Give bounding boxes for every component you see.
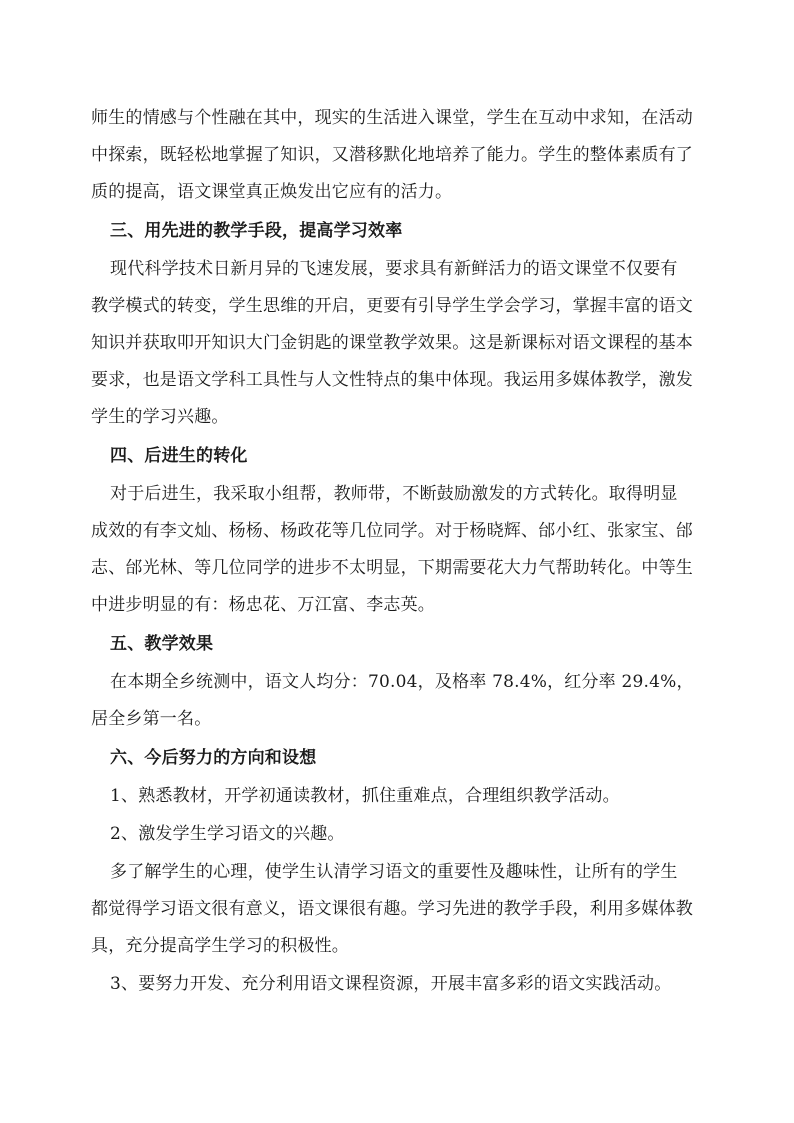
section-four-line-4: 中进步明显的有：杨忠花、万江富、李志英。 (91, 595, 435, 615)
section-six-item-3: 3、要努力开发、充分利用语文课程资源，开展丰富多彩的语文实践活动。 (110, 974, 672, 994)
section-four-heading: 四、后进生的转化 (110, 446, 248, 466)
section-three-line-4: 要求，也是语文学科工具性与人文性特点的集中体现。我运用多媒体教学，激发 (91, 370, 693, 390)
section-three-line-2: 教学模式的转变，学生思维的开启，更要有引导学生学会学习，掌握丰富的语文 (91, 296, 693, 316)
section-five-line-1: 在本期全乡统测中，语文人均分：70.04，及格率 78.4%，红分率 29.4%， (110, 672, 694, 692)
section-three-line-3: 知识并获取叩开知识大门金钥匙的课堂教学效果。这是新课标对语文课程的基本 (91, 333, 693, 353)
section-five-heading: 五、教学效果 (110, 634, 214, 654)
intro-line-2: 中探索，既轻松地掌握了知识，又潜移默化地培养了能力。学生的整体素质有了 (91, 145, 693, 165)
section-four-line-1: 对于后进生，我采取小组帮，教师带，不断鼓励激发的方式转化。取得明显 (110, 484, 678, 504)
section-four-line-3: 志、邰光林、等几位同学的进步不太明显，下期需要花大力气帮助转化。中等生 (91, 558, 693, 578)
section-six-item-2: 2、激发学生学习语文的兴趣。 (110, 824, 345, 844)
section-six-item-2-detail-2: 都觉得学习语文很有意义，语文课很有趣。学习先进的教学手段，利用多媒体教 (91, 899, 693, 919)
section-five-line-2: 居全乡第一名。 (91, 709, 212, 729)
section-three-line-5: 学生的学习兴趣。 (91, 407, 229, 427)
section-four-line-2: 成效的有李文灿、杨杨、杨政花等几位同学。对于杨晓辉、邰小红、张家宝、邰 (91, 521, 693, 541)
section-six-item-2-detail-1: 多了解学生的心理，使学生认清学习语文的重要性及趣味性，让所有的学生 (110, 862, 678, 882)
intro-line-3: 质的提高，语文课堂真正焕发出它应有的活力。 (91, 182, 453, 202)
section-six-item-1: 1、熟悉教材，开学初通读教材，抓住重难点，合理组织教学活动。 (110, 786, 620, 806)
section-six-heading: 六、今后努力的方向和设想 (110, 748, 317, 768)
intro-line-1: 师生的情感与个性融在其中，现实的生活进入课堂，学生在互动中求知，在活动 (91, 108, 693, 128)
section-six-item-2-detail-3: 具，充分提高学生学习的积极性。 (91, 936, 349, 956)
section-three-heading: 三、用先进的教学手段，提高学习效率 (110, 221, 403, 241)
section-three-line-1: 现代科学技术日新月异的飞速发展，要求具有新鲜活力的语文课堂不仅要有 (110, 259, 678, 279)
